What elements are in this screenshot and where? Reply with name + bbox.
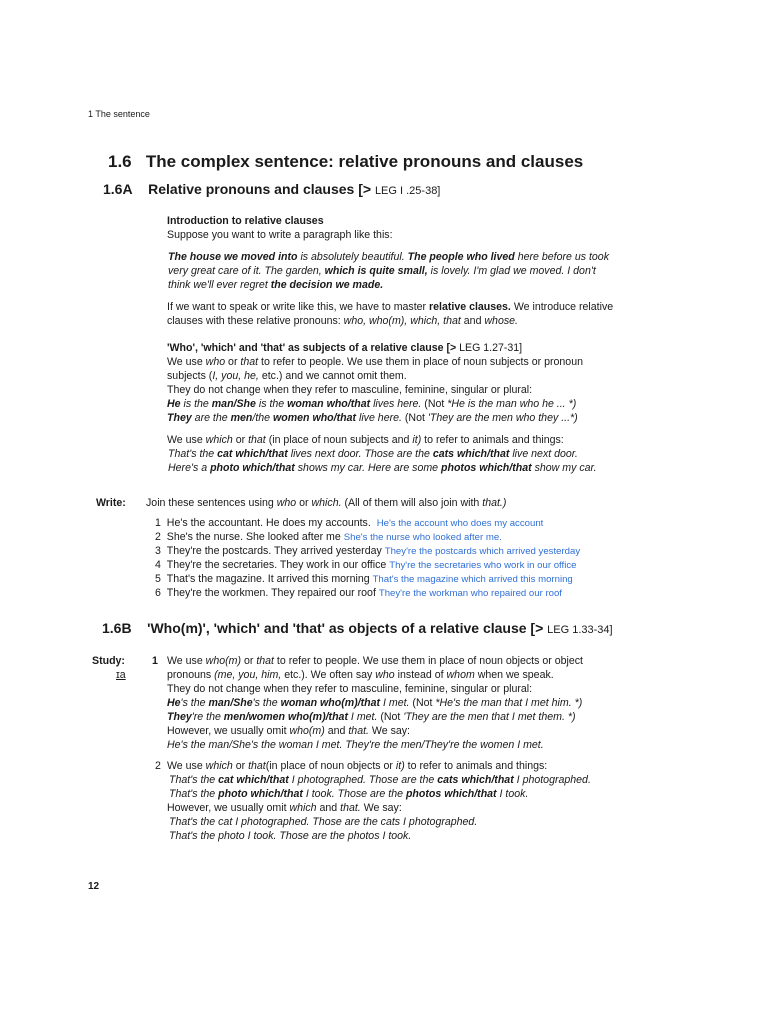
item-answer[interactable]: She's the nurse who looked after me.	[343, 532, 502, 543]
text-span: instead of	[394, 669, 447, 681]
master-line	[167, 301, 613, 315]
example-span: The house we moved into	[168, 251, 298, 263]
text-span: They	[167, 412, 192, 424]
text-span: cat which/that	[218, 774, 289, 786]
item-answer[interactable]: They're the postcards which arrived yesterday	[384, 546, 581, 557]
text-span: that	[248, 760, 266, 772]
text-span: who(m)	[289, 725, 325, 737]
item-question: That's the magazine. It arrived this morning	[166, 573, 370, 585]
example-line	[168, 279, 383, 293]
exercise-item	[155, 559, 576, 573]
text-span: If we want to speak or write like this, we have to master	[167, 301, 430, 313]
text-span: (in place of noun objects or	[265, 760, 396, 772]
text-span: We use	[167, 655, 206, 667]
text-span: *He is the man who he ... *)	[447, 398, 577, 410]
text-span: pronouns	[167, 669, 215, 681]
text-span: to refer to people. We use them in place of noun objects or object	[273, 655, 583, 667]
text-span: (Not	[401, 412, 428, 424]
text-span: photos which/that	[441, 462, 532, 474]
text-span: etc.). We often say	[281, 669, 376, 681]
example-line	[168, 251, 609, 265]
text-span: is the	[255, 398, 288, 410]
text-span: who	[276, 497, 297, 509]
text-span: show my car.	[531, 462, 597, 474]
point2-line	[167, 760, 547, 774]
text-span: it)	[412, 434, 422, 446]
text-span: *He's the man that I met him. *)	[435, 697, 583, 709]
text-span: 's the	[252, 697, 281, 709]
text-span: That's the	[168, 448, 218, 460]
text-span: I took.	[496, 788, 529, 800]
item-question: They're the secretaries. They work in our office	[166, 559, 387, 571]
text-span: We use	[167, 356, 206, 368]
text-span: man/She	[211, 398, 256, 410]
text-span: I took. Those are the	[302, 788, 406, 800]
item-answer[interactable]: That's the magazine which arrived this morning	[372, 574, 573, 585]
which-line	[168, 462, 597, 476]
text-span: that.	[348, 725, 369, 737]
text-span: (All of them will also join with	[341, 497, 483, 509]
point1-line: He's the man/She's the woman I met. They're the men/They're the women I met.	[167, 739, 544, 751]
text-span: We say:	[368, 725, 410, 737]
text-span: live next door.	[509, 448, 578, 460]
text-span: lives here.	[370, 398, 422, 410]
point1-line: They do not change when they refer to masculine, feminine, singular or plural:	[167, 683, 533, 695]
which-line	[168, 448, 578, 462]
example-span: which is quite small,	[324, 265, 428, 277]
subjects-line: They do not change when they refer to masculine, feminine, singular or plural:	[167, 384, 533, 396]
text-span: cats which/that	[432, 448, 510, 460]
text-span: that.	[340, 802, 361, 814]
text-span: cats which/that	[437, 774, 514, 786]
subjects-line	[167, 412, 578, 426]
text-span: it)	[395, 760, 405, 772]
point2-line: That's the cat I photographed. Those are the cats I photographed.	[169, 816, 478, 828]
text-span: that	[240, 356, 259, 368]
text-span: live here.	[356, 412, 402, 424]
text-span: who	[375, 669, 395, 681]
text-span: 'They are the men who they ...*)	[427, 412, 578, 424]
text-span: who	[205, 356, 226, 368]
text-span: We say:	[360, 802, 402, 814]
section-title-text: The complex sentence: relative pronouns and clauses	[145, 152, 584, 171]
text-span: We use	[167, 434, 206, 446]
text-span: (me, you, him,	[214, 669, 282, 681]
text-span: which	[205, 760, 233, 772]
text-span: I met.	[347, 711, 378, 723]
text-span: I met.	[380, 697, 410, 709]
exercise-item	[155, 545, 580, 559]
item-number: 1	[155, 517, 161, 529]
exercise-item	[155, 573, 573, 587]
text-span: photo which/that	[210, 462, 295, 474]
study-label: Study:	[92, 655, 125, 667]
text-span: and	[460, 315, 485, 327]
text-span: to refer to animals and things:	[421, 434, 564, 446]
point1-line	[167, 669, 554, 683]
item-answer[interactable]: He's the account who does my account	[376, 518, 544, 529]
text-span: I, you, he,	[212, 370, 259, 382]
item-question: They're the postcards. They arrived yesterday	[166, 545, 382, 557]
text-span: He	[167, 398, 181, 410]
point2-line	[167, 802, 402, 816]
text-span: (Not	[377, 711, 404, 723]
text-span: He	[167, 697, 181, 709]
text-span: whom	[446, 669, 475, 681]
text-span: They	[167, 711, 192, 723]
example-span: is lovely. I'm glad we moved. I don't	[427, 265, 596, 277]
example-span: very great care of it. The garden,	[168, 265, 325, 277]
page-number: 12	[88, 881, 100, 892]
text-span: that.)	[482, 497, 507, 509]
text-span: and	[324, 725, 349, 737]
text-span: (Not	[409, 697, 436, 709]
point2-line: That's the photo I took. Those are the photos I took.	[169, 830, 412, 842]
point-number: 2	[155, 760, 161, 772]
running-head: 1 The sentence	[88, 109, 150, 119]
text-span: man/She	[208, 697, 253, 709]
text-span: is the	[180, 398, 212, 410]
study-sublabel: ɪa	[116, 669, 126, 681]
text-span: However, we usually omit	[167, 725, 290, 737]
text-span: That's the	[169, 774, 219, 786]
text-span: and	[316, 802, 341, 814]
text-span: to refer to animals and things:	[404, 760, 548, 772]
subjects-line	[167, 398, 576, 412]
text-span: men/women who(m)/that	[223, 711, 348, 723]
text-span: 're the	[191, 711, 224, 723]
item-question: She's the nurse. She looked after me	[166, 531, 341, 543]
text-span: to refer to people. We use them in place of noun subjects or pronoun	[258, 356, 583, 368]
text-span: women who/that	[273, 412, 357, 424]
text-span: whose.	[484, 315, 518, 327]
section-number: 1.6	[108, 152, 132, 171]
text-span: I photographed. Those are the	[288, 774, 438, 786]
subsection-a-number: 1.6A	[103, 181, 133, 197]
text-span: (Not	[421, 398, 448, 410]
text-span: or	[232, 760, 249, 772]
text-span: or	[241, 655, 257, 667]
text-span: that	[248, 434, 266, 446]
item-number: 6	[155, 587, 161, 599]
text-span: or	[296, 497, 312, 509]
text-span: which	[205, 434, 233, 446]
which-line	[167, 434, 564, 448]
text-span: lives next door. Those are the	[287, 448, 433, 460]
master-line	[167, 315, 518, 329]
text-span: We introduce relative	[510, 301, 614, 313]
subjects-line	[167, 370, 407, 384]
text-span: However, we usually omit	[167, 802, 290, 814]
text-span: etc.) and we cannot omit them.	[258, 370, 407, 382]
subsection-b-heading	[102, 620, 613, 636]
text-span: woman who(m)/that	[280, 697, 381, 709]
text-span: or	[225, 356, 241, 368]
example-span: the decision we made.	[270, 279, 384, 291]
text-span: Here's a	[168, 462, 211, 474]
subjects-heading	[167, 342, 522, 356]
text-span: who, who(m), which, that	[343, 315, 461, 327]
text-span: clauses with these relative pronouns:	[167, 315, 344, 327]
subjects-heading-ref: LEG 1.27-31]	[459, 342, 523, 354]
subsection-a-heading	[103, 181, 440, 197]
text-span: shows my car. Here are some	[294, 462, 442, 474]
text-span: are the	[191, 412, 231, 424]
text-span: cat which/that	[217, 448, 288, 460]
subjects-line	[167, 356, 583, 370]
text-span: woman who/that	[287, 398, 371, 410]
text-span: men	[230, 412, 253, 424]
point1-line	[167, 697, 582, 711]
subsection-a-ref: LEG I .25-38]	[374, 185, 441, 197]
text-span: 's the	[180, 697, 209, 709]
text-span: I photographed.	[513, 774, 591, 786]
intro-heading: Introduction to relative clauses	[167, 215, 324, 227]
text-span: that	[256, 655, 274, 667]
point2-line	[169, 788, 528, 802]
example-span: The people who lived	[407, 251, 515, 263]
write-instruction	[146, 497, 506, 511]
text-span: photo which/that	[218, 788, 303, 800]
subsection-b-title: 'Who(m)', 'which' and 'that' as objects of a relative clause [>	[147, 620, 544, 636]
text-span: which	[289, 802, 317, 814]
write-label: Write:	[96, 497, 126, 509]
example-span: is absolutely beautiful.	[297, 251, 408, 263]
text-span: subjects (	[167, 370, 213, 382]
text-span: who(m)	[205, 655, 241, 667]
point-number: 1	[152, 655, 158, 667]
item-question: He's the accountant. He does my accounts.	[166, 517, 371, 529]
text-span: 'They are the men that I met them. *)	[403, 711, 576, 723]
text-span: or	[232, 434, 249, 446]
point1-line	[167, 711, 576, 725]
item-number: 3	[155, 545, 161, 557]
example-line	[168, 265, 596, 279]
item-number: 2	[155, 531, 161, 543]
example-span: think we'll ever regret	[168, 279, 271, 291]
subsection-b-number: 1.6B	[102, 620, 132, 636]
section-title	[108, 152, 583, 172]
example-span: here before us took	[514, 251, 609, 263]
text-span: which.	[311, 497, 342, 509]
exercise-item	[155, 587, 562, 601]
intro-text: Suppose you want to write a paragraph like this:	[167, 229, 393, 241]
subsection-a-title: Relative pronouns and clauses [>	[148, 181, 372, 197]
exercise-item	[155, 531, 502, 545]
item-answer[interactable]: They're the workman who repaired our roof	[378, 588, 562, 599]
item-answer[interactable]: Thy're the secretaries who work in our office	[389, 560, 577, 571]
text-span: That's the	[169, 788, 219, 800]
text-span: We use	[167, 760, 206, 772]
text-span: /the	[252, 412, 274, 424]
item-question: They're the workmen. They repaired our roof	[166, 587, 376, 599]
point1-line	[167, 655, 583, 669]
item-number: 5	[155, 573, 161, 585]
subjects-heading-text: 'Who', 'which' and 'that' as subjects of a relative clause [>	[167, 342, 457, 354]
point1-line	[167, 725, 410, 739]
text-span: photos which/that	[405, 788, 497, 800]
text-span: when we speak.	[474, 669, 554, 681]
text-span: (in place of noun subjects and	[265, 434, 413, 446]
text-span: Join these sentences using	[146, 497, 277, 509]
subsection-b-ref: LEG 1.33-34]	[547, 624, 613, 636]
item-number: 4	[155, 559, 161, 571]
text-span: relative clauses.	[429, 301, 511, 313]
exercise-item	[155, 517, 543, 531]
point2-line	[169, 774, 591, 788]
